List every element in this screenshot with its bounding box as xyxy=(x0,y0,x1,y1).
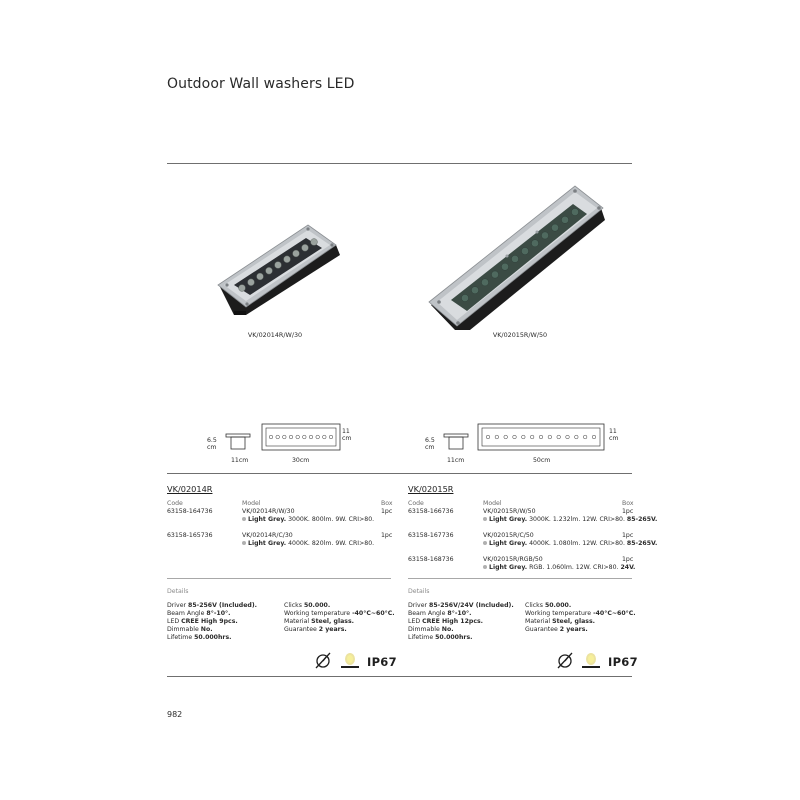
led-lens xyxy=(513,435,517,439)
details-divider-2 xyxy=(408,578,632,579)
led-lens xyxy=(504,435,508,439)
led-lens xyxy=(289,435,293,439)
led-lens xyxy=(302,244,309,251)
led-lens xyxy=(248,279,255,286)
product-name-2: VK/02015R xyxy=(408,484,454,494)
details-right-2: Clicks 50.000. Working temperature -40°C~60°C. Material Steel, glass. Guarantee 2 years. xyxy=(525,602,636,633)
led-lens xyxy=(303,435,307,439)
row-model: VK/02015R/C/50 xyxy=(483,532,534,539)
led-lens xyxy=(522,435,526,439)
warm-light-icon xyxy=(339,650,361,670)
dim-depth-1: 11 cm xyxy=(342,428,352,442)
led-lens xyxy=(531,240,538,247)
row-spec: Light Grey. RGB. 1.060lm. 12W. CRI>80. 24V. xyxy=(482,564,632,572)
led-lens xyxy=(296,435,300,439)
led-lens xyxy=(481,279,488,286)
led-lens xyxy=(539,435,543,439)
ip-rating-2: IP67 xyxy=(608,655,638,669)
led-lens xyxy=(541,232,548,239)
led-lens xyxy=(266,267,273,274)
led-lens xyxy=(461,294,468,301)
photo-caption-1: VK/02014R/W/30 xyxy=(247,331,303,339)
details-right-1: Clicks 50.000. Working temperature -40°C~60°C. Material Steel, glass. Guarantee 2 years. xyxy=(284,602,395,633)
row-spec: Light Grey. 4000K. 820lm. 9W. CRI>80. xyxy=(241,540,374,548)
dimension-drawing-1 xyxy=(220,420,360,460)
details-left-2: Driver 85-256V/24V (Included). Beam Angle 8°-10°. LED CREE High 12pcs. Dimmable No. Lifetime 50.000hrs. xyxy=(408,602,514,641)
led-lens xyxy=(530,435,534,439)
led-lens xyxy=(575,435,579,439)
led-lens xyxy=(269,435,273,439)
row-model: VK/02015R/RGB/50 xyxy=(483,556,543,563)
row-code: 63158-167736 xyxy=(408,532,454,539)
led-lens xyxy=(521,247,528,254)
row-model: VK/02015R/W/50 xyxy=(483,508,536,515)
led-lens xyxy=(495,435,499,439)
row-box: 1pc xyxy=(622,532,634,539)
row-model: VK/02014R/W/30 xyxy=(242,508,295,515)
dimension-leds-2 xyxy=(486,435,596,439)
dimension-leds-1 xyxy=(269,435,333,439)
led-lens xyxy=(471,287,478,294)
header-model-1: Model xyxy=(242,500,261,507)
product-name-1: VK/02014R xyxy=(167,484,213,494)
ip-rating-1: IP67 xyxy=(367,655,397,669)
led-lens xyxy=(316,435,320,439)
led-lens xyxy=(311,239,318,246)
led-lens xyxy=(257,273,264,280)
dim-length-1: 30cm xyxy=(292,457,310,464)
row-code: 63158-165736 xyxy=(167,532,213,539)
led-lens xyxy=(239,285,246,292)
warm-light-icon xyxy=(580,650,602,670)
dim-width-2: 11cm xyxy=(447,457,465,464)
dimension-drawing-2 xyxy=(440,420,615,460)
led-lens xyxy=(557,435,561,439)
top-divider xyxy=(167,163,632,164)
header-code-1: Code xyxy=(167,500,183,507)
row-model: VK/02014R/C/30 xyxy=(242,532,293,539)
page-title: Outdoor Wall washers LED xyxy=(167,76,355,92)
led-lens xyxy=(551,224,558,231)
dimmer-no-icon xyxy=(555,650,575,670)
led-lens xyxy=(491,271,498,278)
led-lens xyxy=(511,255,518,262)
led-lens xyxy=(486,435,490,439)
row-box: 1pc xyxy=(381,532,393,539)
led-lens xyxy=(561,216,568,223)
led-lens xyxy=(323,435,327,439)
photo-caption-2: VK/02015R/W/50 xyxy=(492,331,548,339)
led-lens xyxy=(329,435,333,439)
row-code: 63158-166736 xyxy=(408,508,454,515)
details-left-1: Driver 85-256V (Included). Beam Angle 8°-10°. LED CREE High 9pcs. Dimmable No. Lifetime 50.000hrs. xyxy=(167,602,258,641)
header-code-2: Code xyxy=(408,500,424,507)
header-model-2: Model xyxy=(483,500,502,507)
led-lens xyxy=(309,435,313,439)
row-box: 1pc xyxy=(622,556,634,563)
led-lens xyxy=(571,208,578,215)
led-lens xyxy=(275,262,282,269)
details-label-1: Details xyxy=(167,588,189,595)
led-lens xyxy=(276,435,280,439)
row-code: 63158-164736 xyxy=(167,508,213,515)
row-code: 63158-168736 xyxy=(408,556,454,563)
row-box: 1pc xyxy=(622,508,634,515)
row-spec: Light Grey. 3000K. 800lm. 9W. CRI>80. xyxy=(241,516,374,524)
row-spec: Light Grey. 4000K. 1.080lm. 12W. CRI>80. 85-265V. xyxy=(482,540,632,548)
led-lens xyxy=(284,256,291,263)
dim-length-2: 50cm xyxy=(533,457,551,464)
details-label-2: Details xyxy=(408,588,430,595)
dim-height-2: 6.5 cm xyxy=(425,437,435,451)
row-box: 1pc xyxy=(381,508,393,515)
product-photo-vk02014r xyxy=(210,215,345,325)
dim-height-1: 6.5 cm xyxy=(207,437,217,451)
led-lens xyxy=(583,435,587,439)
bottom-divider xyxy=(167,676,632,677)
header-box-1: Box xyxy=(381,500,393,507)
led-lens xyxy=(501,263,508,270)
led-lens xyxy=(566,435,570,439)
product-photo-vk02015r xyxy=(425,180,610,330)
led-lens xyxy=(293,250,300,257)
dim-depth-2: 11 cm xyxy=(609,428,619,442)
led-lens xyxy=(548,435,552,439)
led-lens xyxy=(592,435,596,439)
page-number: 982 xyxy=(167,710,183,719)
mid-divider xyxy=(167,473,632,474)
header-box-2: Box xyxy=(622,500,634,507)
details-divider-1 xyxy=(167,578,391,579)
dim-width-1: 11cm xyxy=(231,457,249,464)
dimmer-no-icon xyxy=(313,650,333,670)
row-spec: Light Grey. 3000K. 1.232lm. 12W. CRI>80. 85-265V. xyxy=(482,516,632,524)
led-lens xyxy=(283,435,287,439)
